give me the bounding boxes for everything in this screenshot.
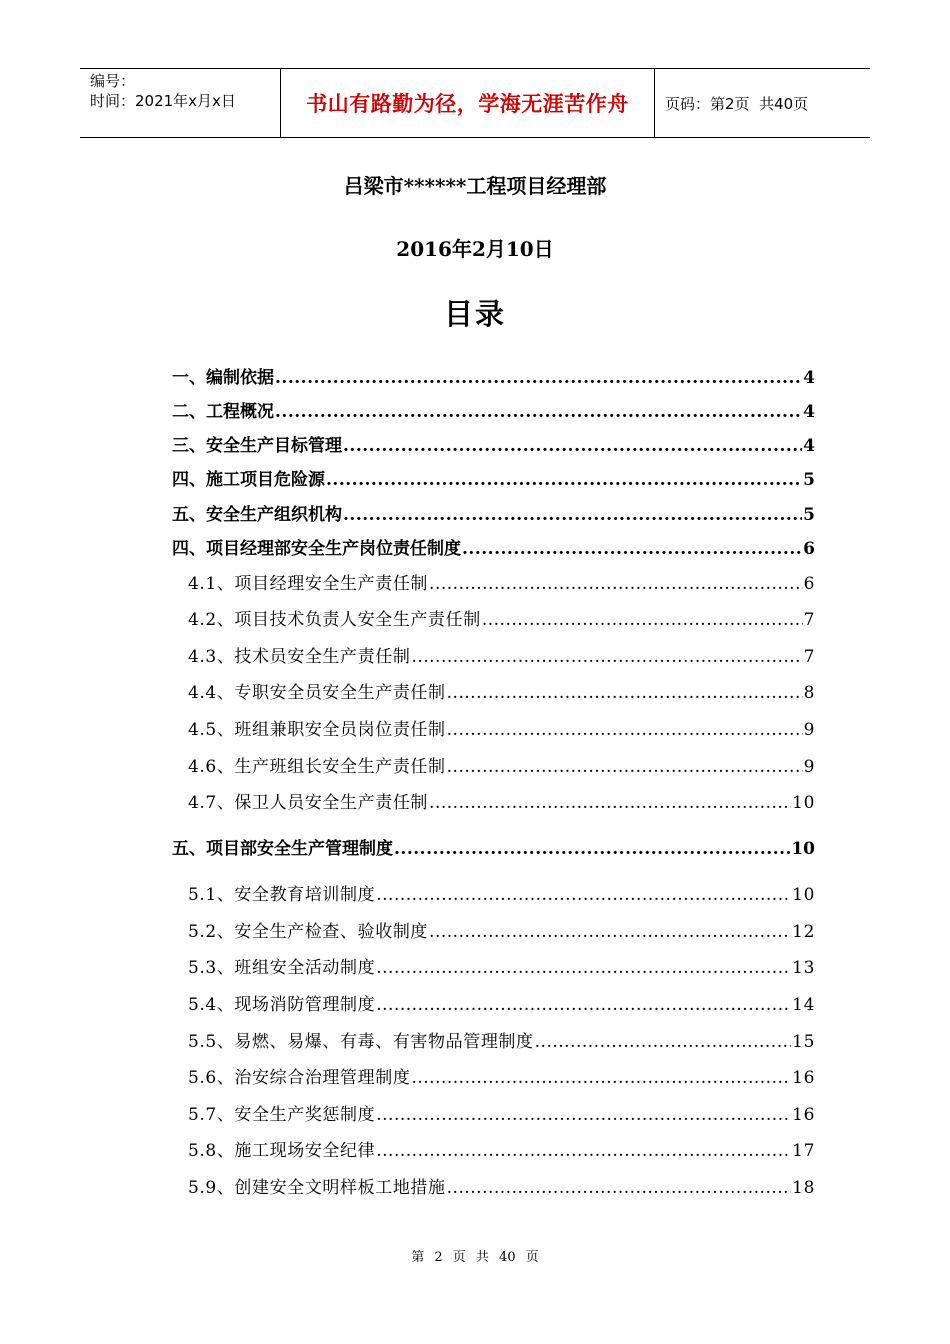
toc-entry-label: 5.6、治安综合治理管理制度 [188,1068,411,1088]
toc-entry-page: 13 [792,958,815,978]
toc-entry-label: 4.4、专职安全员安全生产责任制 [188,683,446,703]
toc-entry-label: 4.1、项目经理安全生产责任制 [188,574,429,594]
toc-subentry[interactable] [172,917,815,941]
toc-entry-page: 6 [803,574,815,594]
toc-entry-page: 5 [803,470,815,490]
toc-entry-label: 五、安全生产组织机构 [172,505,342,525]
page-header [80,68,870,138]
toc-entry-label: 5.7、安全生产奖惩制度 [188,1105,376,1125]
toc-leader [447,757,803,777]
toc-entry[interactable] [172,363,815,387]
toc-entry-page: 4 [803,402,815,422]
toc-leader [275,368,802,388]
toc-entry-label: 5.2、安全生产检查、验收制度 [188,922,429,942]
toc-entry-page: 12 [792,922,815,942]
toc-entry-label: 四、施工项目危险源 [172,470,325,490]
toc-entry[interactable] [172,534,815,558]
toc-entry-page: 7 [803,647,815,667]
toc-heading: 目录 [443,297,506,331]
toc-entry-page: 4 [803,436,815,456]
toc-leader [447,720,803,740]
toc-entry[interactable] [172,431,815,455]
toc-leader [376,958,791,978]
toc-subentry[interactable] [172,880,815,904]
toc-leader [343,505,802,525]
toc-leader [343,436,802,456]
toc-entry-label: 5.4、现场消防管理制度 [188,995,376,1015]
toc-entry-label: 4.5、班组兼职安全员岗位责任制 [188,720,446,740]
toc-subentry[interactable] [172,1027,815,1051]
toc-leader [376,1141,791,1161]
toc-leader [411,1068,791,1088]
toc-subentry[interactable] [172,715,815,739]
header-meta [80,69,281,137]
toc-entry-page: 9 [803,757,815,777]
toc-entry-page: 18 [792,1178,815,1198]
toc-entry-page: 6 [803,539,815,559]
toc-entry-page: 10 [792,885,815,905]
organization-title: 吕梁市******工程项目经理部 [343,174,607,198]
toc-leader [275,402,802,422]
toc-leader [429,574,803,594]
toc-subentry[interactable] [172,678,815,702]
toc-entry-page: 9 [803,720,815,740]
toc-entry[interactable] [172,397,815,421]
toc-leader [376,885,791,905]
toc-entry[interactable] [172,465,815,489]
toc-entry-label: 5.9、创建安全文明样板工地措施 [188,1178,446,1198]
toc-leader [394,839,790,859]
toc-entry-page: 4 [803,368,815,388]
toc-entry[interactable] [172,500,815,524]
toc-entry-page: 17 [792,1141,815,1161]
toc-entry-label: 5.8、施工现场安全纪律 [188,1141,376,1161]
toc-subentry[interactable] [172,569,815,593]
toc-leader [447,683,803,703]
toc-subentry[interactable] [172,990,815,1014]
toc-subentry[interactable] [172,605,815,629]
toc-subentry[interactable] [172,788,815,812]
toc-entry-label: 4.7、保卫人员安全生产责任制 [188,793,429,813]
toc-entry-label: 四、项目经理部安全生产岗位责任制度 [172,539,461,559]
toc-entry-page: 7 [803,610,815,630]
toc-entry-page: 5 [803,505,815,525]
serial-label: 编号： [90,72,136,90]
toc-leader [429,922,791,942]
header-page-info [655,69,870,137]
toc-subentry[interactable] [172,1136,815,1160]
toc-subentry[interactable] [172,953,815,977]
toc-leader [376,995,791,1015]
document-date: 2016年2月10日 [396,237,554,261]
toc-entry-label: 一、编制依据 [172,368,274,388]
toc-subentry[interactable] [172,1100,815,1124]
toc-entry-page: 14 [792,995,815,1015]
toc-entry-label: 三、安全生产目标管理 [172,436,342,456]
toc-leader [429,793,791,813]
toc-entry[interactable] [172,834,815,858]
toc-entry-label: 五、项目部安全生产管理制度 [172,839,393,859]
toc-entry-label: 5.1、安全教育培训制度 [188,885,376,905]
toc-leader [482,610,803,630]
toc-leader [411,647,802,667]
toc-entry-page: 16 [792,1105,815,1125]
toc-entry-label: 二、工程概况 [172,402,274,422]
page-info-text: 页码：第2页 共40页 [665,94,809,113]
toc-entry-page: 15 [792,1032,815,1052]
header-motto: 书山有路勤为径，学海无涯苦作舟 [281,69,655,137]
toc-subentry[interactable] [172,752,815,776]
time-label: 时间：2021年x月x日 [90,92,236,110]
toc-entry-page: 10 [792,793,815,813]
toc-entry-label: 4.2、项目技术负责人安全生产责任制 [188,610,481,630]
toc-entry-page: 16 [792,1068,815,1088]
toc-entry-label: 5.5、易燃、易爆、有毒、有害物品管理制度 [188,1032,534,1052]
toc-entry-label: 4.3、技术员安全生产责任制 [188,647,411,667]
page-footer: 第 2 页 共 40 页 [411,1250,539,1265]
toc-subentry[interactable] [172,1173,815,1197]
toc-subentry[interactable] [172,642,815,666]
toc-subentry[interactable] [172,1063,815,1087]
toc-leader [462,539,802,559]
toc-entry-label: 4.6、生产班组长安全生产责任制 [188,757,446,777]
toc-leader [535,1032,792,1052]
toc-leader [447,1178,792,1198]
toc-entry-label: 5.3、班组安全活动制度 [188,958,376,978]
toc-leader [326,470,802,490]
toc-leader [376,1105,791,1125]
toc-entry-page: 8 [803,683,815,703]
toc-entry-page: 10 [791,839,815,859]
